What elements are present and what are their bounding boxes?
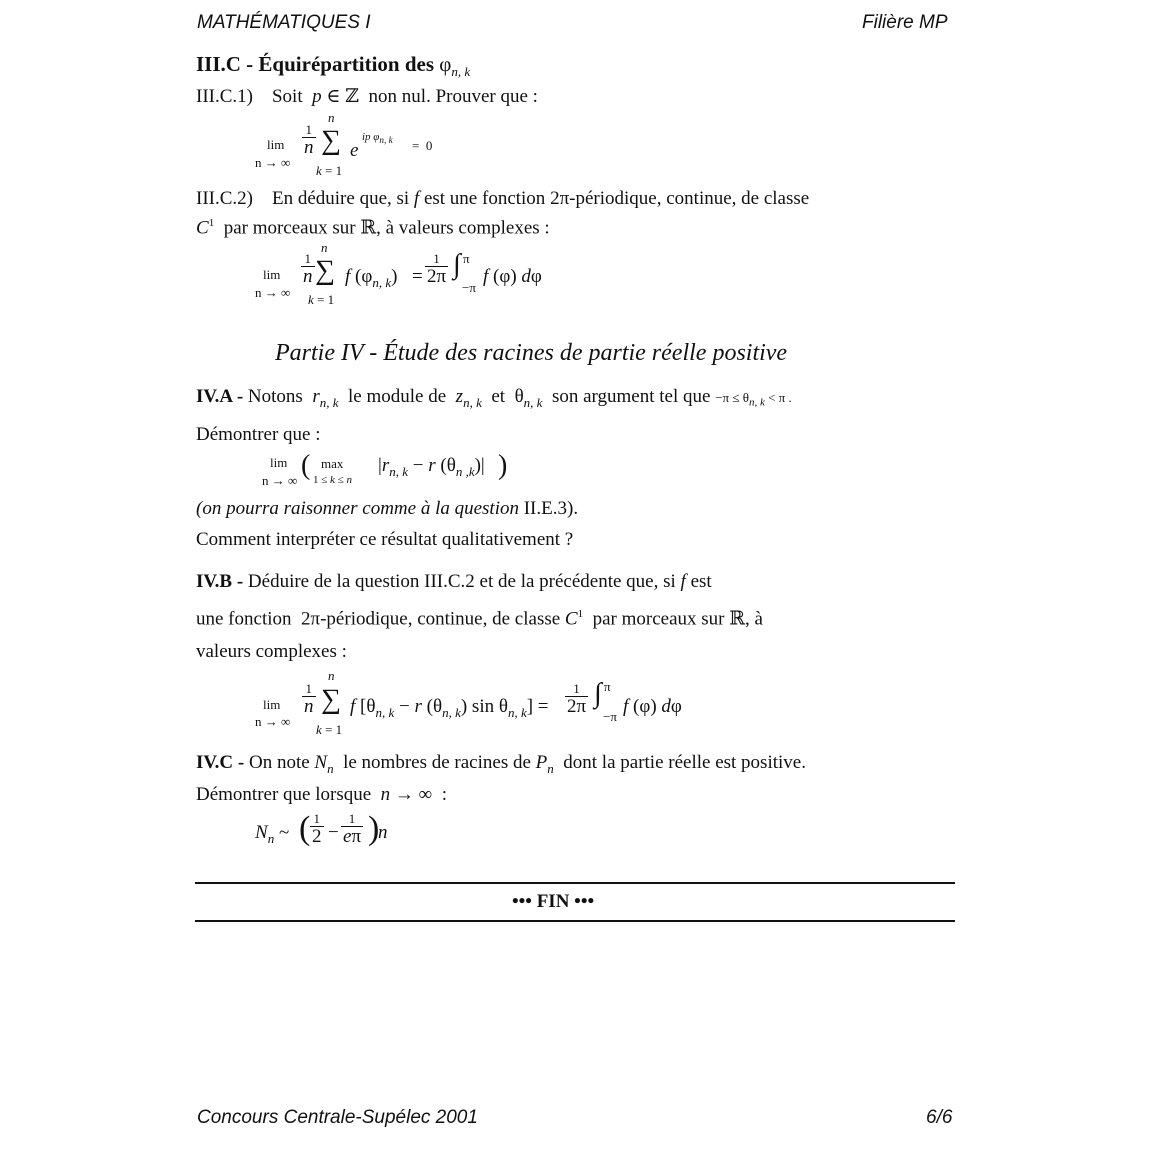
question-ivb-label: IV.B - [196,571,244,592]
formula-limit-max: lim n → ∞ ( max 1 ≤ k ≤ n $|r_{n, k} - r$ $(\theta_{n ,k})|$ ) [262,450,508,488]
section-title-text: III.C - Équirépartition des [196,52,435,76]
question-iva-text-e: Démontrer que : [196,423,321,445]
question-iva-note [196,498,578,520]
question-ivb-text-a: Déduire de la question III.C.2 et de la précédente que, si [247,571,676,592]
question-iva-text-b: le module de [348,386,447,407]
formula-limit-f-theta-sum: lim n → ∞ $\frac{1}{n}$ n ∑ k = 1 f [$\theta_{n, k} - r$ $(\theta_{n, k})$ $\sin \theta_{n, k}$] = $\frac{1}{2\pi}$ ∫ π −π f (φ) dφ [255,668,682,737]
question-iiic1-text-a: Soit [271,86,303,107]
footer-page-number: 6/6 [926,1107,953,1128]
math-reals: ℝ [360,217,377,239]
question-iiic2-label: III.C.2) [196,188,253,209]
question-ivc-text-a: On note [248,752,310,773]
question-iiic1-text-b: non nul. Prouver que : [368,86,538,107]
question-ivc-text-d: Démontrer que lorsque [196,783,372,805]
question-ivc-text-b: le nombres de racines de [343,752,531,773]
question-iiic2-text-e: , à valeurs complexes : [376,217,550,239]
question-ivb-text-d: par morceaux sur [592,608,725,630]
question-ivc-text-c: dont la partie réelle est positive. [563,752,806,773]
question-iva-text-d: son argument tel que [551,386,711,407]
formula-limit-exp-sum: lim n → ∞ $\frac{1}{n}$ n ∑ k = 1 e ip $\varphi_{n, k}$ = 0 [255,110,433,178]
question-iva-note-text: (on pourra raisonner comme à la question [196,498,519,519]
question-iiic1 [196,85,538,108]
header-right: Filière MP [862,12,948,33]
question-iiic2-text-d: par morceaux sur [223,217,356,239]
question-ivb: IV.B - Déduire de la question III.C.2 et de la précédente que, si f est une fonction 2π-périodique, continue, de classe $C^1$ par morceaux sur ℝ, à valeurs complexes : [196,571,763,663]
question-iva: IV.A - Notons $r_{n, k}$ le module de $z_{n, k}$ et $\theta_{n, k}$ son argument tel que $-\pi \le \theta_{n, k} < \pi$ . Démontrer que : [196,386,792,445]
fin-marker: ••• FIN ••• [512,891,595,912]
footer-left: Concours Centrale-Supélec 2001 [197,1107,478,1128]
question-ivb-text-c: -périodique, continue, de classe [320,608,561,630]
question-iiic2: III.C.2) En déduire que, si f est une fonction 2π-périodique, continue, de classe $C^1$ par morceaux sur ℝ, à valeurs complexes : [196,188,810,239]
question-iva-label: IV.A - [196,386,244,407]
question-iva-note-ref: II.E.3). [523,498,579,519]
math-n-to-inf: n → ∞ [380,783,437,805]
formula-limit-f-sum: lim n → ∞ $\frac{1}{n}$ n ∑ k = 1 f $(\varphi_{n, k})$ = $\frac{1}{2\pi}$ ∫ π −π f (φ) dφ [255,240,542,307]
header-left: MATHÉMATIQUES I [197,12,371,33]
math-theta-range: $-\pi \le \theta_{n, k} < \pi$ . [715,390,792,409]
rule-top [195,882,955,884]
question-iva-text-c: et [491,386,506,407]
formula-asymptotic: $N_n$ ~ ( $\frac{1}{2}$ − $\frac{1}{e\pi}$ ) n [255,810,388,847]
question-ivc-text-e: : [441,783,447,805]
math-p-in-z: p ∈ ℤ [312,86,364,107]
section-title-iiic [196,52,470,80]
question-iva-comment: Comment interpréter ce résultat qualitativement ? [196,529,574,550]
question-iiic1-label: III.C.1) [196,86,253,107]
math-2pi-ivb: 2π [301,608,321,630]
question-iiic2-text-b: est une fonction [423,188,546,209]
rule-bottom [195,920,955,922]
question-ivc-label: IV.C - [196,752,245,773]
question-iiic2-text-a: En déduire que, si [271,188,410,209]
question-ivc: IV.C - On note $N_n$ le nombres de racines de $P_n$ dont la partie réelle est positive. Démontrer que lorsque n → ∞ : [196,752,806,805]
phi-nk-symbol: $\varphi_{n, k}$ [439,52,471,80]
question-iva-text-a: Notons [247,386,303,407]
math-2pi: 2π [550,188,570,209]
question-iiic2-text-c: -périodique, continue, de classe [569,188,810,209]
part-title: Partie IV - Étude des racines de partie réelle positive [275,340,788,366]
